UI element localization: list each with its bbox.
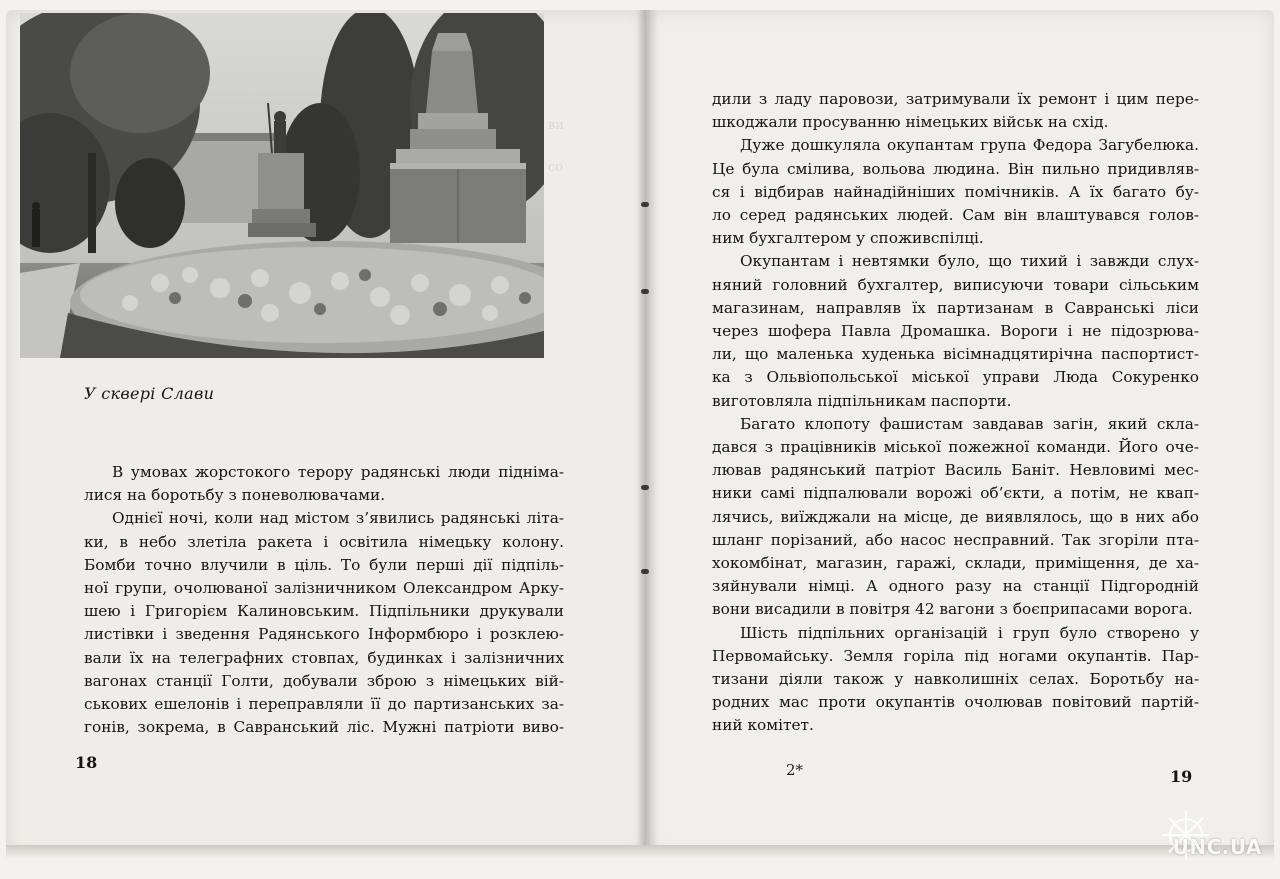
text-line: хокомбінат, магазин, гаражі, склади, приміщення, де ха-	[712, 554, 1199, 573]
text-line: шланг порізаний, або насос несправний. Так згоріли пта-	[712, 530, 1199, 549]
text-line: родних мас проти окупантів очолював повітовий партій-	[712, 693, 1199, 712]
text-line: ли, що маленька худенька вісімнадцятирічна паспортист-	[712, 345, 1199, 364]
right-page-body	[712, 88, 1199, 738]
text-line: ськових ешелонів і переправляли її до партизанських за-	[84, 695, 564, 714]
page-number-right: 19	[1170, 767, 1193, 786]
bleed-through: со	[548, 160, 564, 175]
text-line: вали їх на телеграфних стовпах, будинках і залізничних	[84, 648, 564, 667]
bleed-through: ви	[548, 118, 564, 133]
text-line: Це була смілива, вольова людина. Він пильно придивляв-	[712, 159, 1199, 178]
text-line: ним бухгалтером у споживспілці.	[712, 229, 984, 248]
text-line: виготовляла підпільникам паспорти.	[712, 391, 1012, 410]
text-line: Багато клопоту фашистам завдавав загін, який скла-	[740, 414, 1199, 433]
page-edge-shadow	[6, 845, 1274, 859]
text-line: Шість підпільних організацій і груп було створено у	[740, 623, 1199, 642]
text-line: ники самі підпалювали ворожі об’єкти, а потім, не квап-	[712, 484, 1199, 503]
text-line: через шофера Павла Дромашка. Вороги і не підозрюва-	[712, 322, 1199, 341]
page-number-left: 18	[75, 753, 98, 772]
text-line: лися на боротьбу з поневолювачами.	[84, 486, 386, 505]
staple-hole	[641, 202, 649, 207]
staple-hole	[641, 485, 649, 490]
text-line: лячись, виїжджали на місце, де виявлялось, що в них або	[712, 507, 1199, 526]
text-line: няний головний бухгалтер, виписуючи товари сільським	[712, 275, 1199, 294]
text-line: дили з ладу паровози, затримували їх ремонт і цим пере-	[712, 90, 1199, 108]
photo-caption: У сквері Слави	[84, 384, 215, 403]
watermark-text: UNC.UA	[1172, 835, 1262, 859]
text-line: Дуже дошкуляла окупантам група Федора Загубелюка.	[740, 136, 1199, 155]
text-line: вагонах станції Голти, добували зброю з німецьких вій-	[84, 671, 564, 690]
text-line: тизани діяли також у навколишніх селах. Боротьбу на-	[712, 670, 1199, 689]
text-line: Бомби точно влучили в ціль. То були перші дії підпіль-	[84, 555, 564, 574]
text-line: ся і відбирав найнадійніших помічників. А їх багато бу-	[712, 182, 1199, 201]
text-line: Первомайську. Земля горіла під ногами окупантів. Пар-	[712, 646, 1199, 665]
text-line: ної групи, очолюваної залізничником Олександром Арку-	[84, 579, 564, 598]
text-line: гонів, зокрема, в Савранський ліс. Мужні патріоти виво-	[84, 718, 564, 737]
text-line: ний комітет.	[712, 716, 814, 735]
monument-photo-image	[20, 13, 544, 358]
staple-hole	[641, 569, 649, 574]
text-line: Окупантам і невтямки було, що тихий і завжди слух-	[740, 252, 1199, 271]
text-line: лював радянський патріот Василь Баніт. Невловимі мес-	[712, 461, 1199, 480]
text-line: листівки і зведення Радянського Інформбюро і розклею-	[84, 625, 564, 644]
left-page-body	[84, 461, 564, 739]
text-line: ки, в небо злетіла ракета і освітила німецьку колону.	[84, 532, 564, 551]
monument-photo	[20, 13, 544, 358]
text-line: В умовах жорстокого терору радянські люди підніма-	[112, 463, 564, 481]
text-line: ка з Ольвіопольської міської управи Люда Сокуренко	[712, 368, 1199, 387]
staple-hole	[641, 289, 649, 294]
printer-signature: 2*	[786, 761, 804, 779]
text-line: магазинам, направляв їх партизанам в Савранські ліси	[712, 298, 1199, 317]
text-line: шкоджали просуванню німецьких військ на схід.	[712, 113, 1109, 132]
book-gutter	[636, 10, 658, 855]
text-line: шею і Григорієм Калиновським. Підпільники друкували	[84, 602, 564, 621]
text-line: зяйнували німці. А одного разу на станції Підгородній	[712, 577, 1199, 596]
text-line: вони висадили в повітря 42 вагони з боєприпасами ворога.	[712, 600, 1193, 619]
text-line: Однієї ночі, коли над містом з’явились радянські літа-	[112, 509, 564, 528]
text-line: дався з працівників міської пожежної команди. Його оче-	[712, 438, 1199, 457]
text-line: ло серед радянських людей. Сам він влаштувався голов-	[712, 206, 1199, 225]
